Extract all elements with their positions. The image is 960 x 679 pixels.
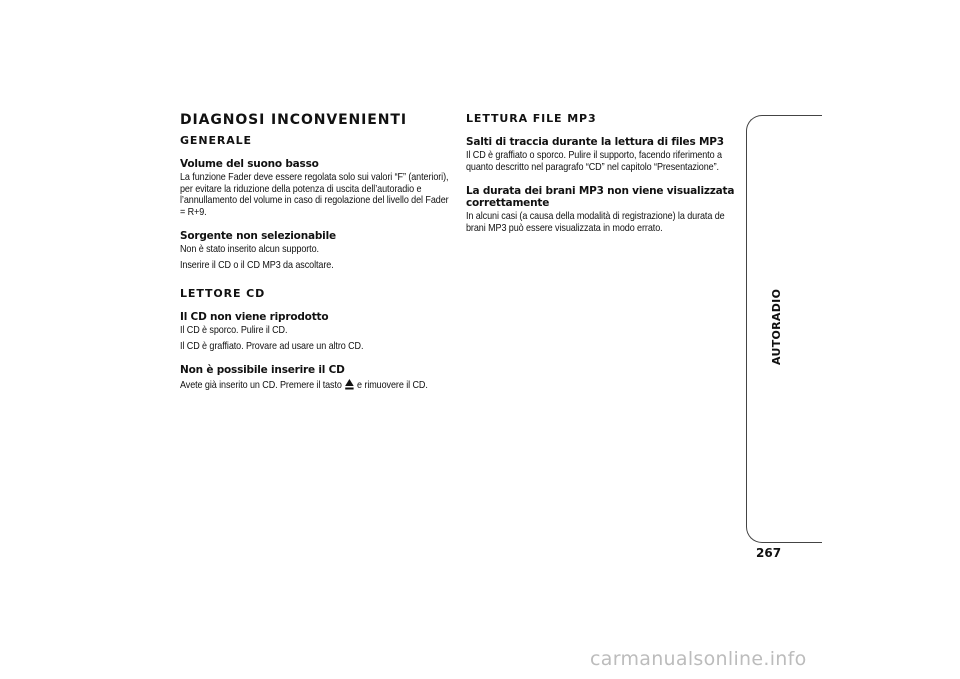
- heading-mp3-duration: La durata dei brani MP3 non viene visualizzata correttamente: [466, 185, 735, 209]
- heading-source-not-selectable: Sorgente non selezionabile: [180, 230, 336, 242]
- eject-icon: [345, 378, 354, 390]
- paragraph-insert-cd: Inserire il CD o il CD MP3 da ascoltare.: [180, 258, 334, 271]
- paragraph-cd-dirty: Il CD è sporco. Pulire il CD.: [180, 324, 288, 336]
- paragraph-track-skip: Il CD è graffiato o sporco. Pulire il supporto, facendo riferimento a quanto descritto nel paragrafo “CD” nel capitolo “Presentazione”.: [466, 149, 722, 173]
- heading-cd-not-playing: Il CD non viene riprodotto: [180, 311, 329, 323]
- left-column: [180, 112, 452, 396]
- right-column: [466, 112, 746, 238]
- paragraph-mp3-duration: In alcuni casi (a causa della modalità di registrazione) la durata de brani MP3 può essere visualizzata in modo errato.: [466, 210, 725, 234]
- section-title-mp3: LETTURA FILE MP3: [466, 112, 597, 125]
- heading-track-skip: Salti di traccia durante la lettura di files MP3: [466, 136, 724, 148]
- chapter-tab: [746, 115, 822, 543]
- section-title-cd-player: LETTORE CD: [180, 287, 266, 300]
- section-title-general: GENERALE: [180, 134, 252, 147]
- heading-volume-low: Volume del suono basso: [180, 158, 319, 170]
- heading-cd-cannot-insert: Non è possibile inserire il CD: [180, 364, 345, 376]
- page-number: 267: [756, 546, 782, 560]
- paragraph-fader: La funzione Fader deve essere regolata solo sui valori “F” (anteriori), per evitare la riduzione della potenza di uscita dell’autoradio e l’annullamento del volume in caso di regolazione del livello del Fader = R+9.: [180, 171, 449, 218]
- paragraph-no-media: Non è stato inserito alcun supporto.: [180, 243, 319, 255]
- paragraph-text-before-icon: Avete già inserito un CD. Premere il tasto: [180, 379, 342, 391]
- paragraph-cd-scratched: Il CD è graffiato. Provare ad usare un altro CD.: [180, 339, 364, 352]
- watermark: carmanualsonline.info: [590, 648, 807, 670]
- chapter-label-text: AUTORADIO: [770, 288, 783, 365]
- page-title: DIAGNOSI INCONVENIENTI: [180, 112, 407, 128]
- paragraph-cd-already-inserted: [180, 378, 451, 392]
- paragraph-text-after-icon: e rimuovere il CD.: [357, 379, 428, 391]
